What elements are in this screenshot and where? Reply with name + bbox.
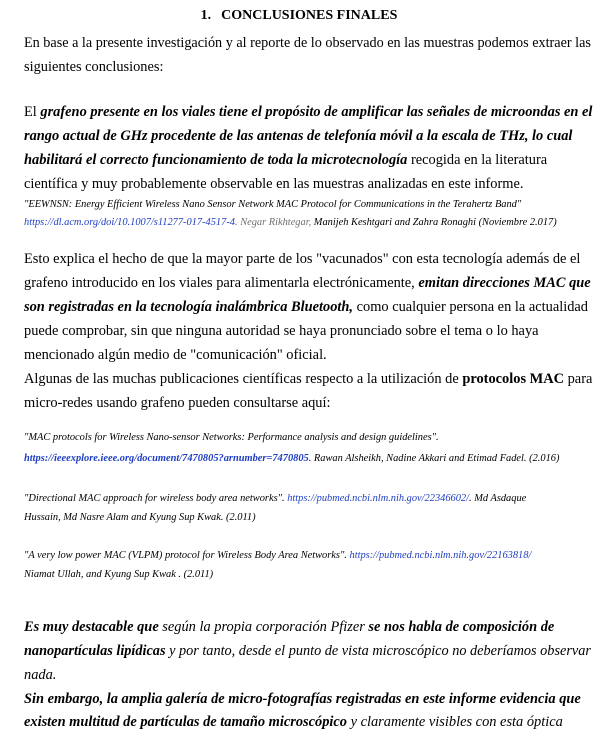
p4-emphasis: se nos habla de composición de [368, 619, 555, 635]
intro-line-1: En base a la presente investigación y al reporte de lo observado en las muestras podemos extraer las [24, 35, 591, 51]
p4-emphasis: nanopartículas lipídicas [24, 643, 166, 659]
p4-text: y por tanto, desde el punto de vista microscópico no deberíamos observar [165, 643, 591, 659]
p1-text: El [24, 104, 41, 120]
p2-line-1: Esto explica el hecho de que la mayor parte de los "vacunados" con esta tecnología además de el [24, 251, 581, 267]
p1-emphasis: habilitará el correcto funcionamiento de toda la microtecnología [24, 152, 408, 168]
p4-line-5 [24, 713, 594, 731]
p2-text: grafeno introducido en los viales para alimentarla electrónicamente, [24, 275, 419, 291]
p1-text: recogida en la literatura [407, 152, 548, 168]
p4-line-4: Sin embargo, la amplia galería de micro-fotografías registradas en este informe evidencia que [24, 691, 581, 707]
p1-emphasis: grafeno presente en los viales tiene el propósito de amplificar las señales de microondas en el [40, 104, 593, 120]
p1-line-3 [24, 151, 594, 169]
p2-line-2 [24, 274, 594, 292]
ref3-authors-line: Hussain, Md Nasre Alam and Kyung Sup Kwak. (2.011) [24, 512, 256, 523]
ref3-link[interactable]: https://pubmed.ncbi.nlm.nih.gov/22346602/ [287, 493, 470, 504]
ref3-authors: . Md Asdaque [469, 493, 527, 504]
ref1-citation [24, 216, 594, 230]
p3-line-2: micro-redes usando grafeno pueden consultarse aquí: [24, 395, 331, 411]
ref1-separator: . [234, 217, 241, 228]
ref2-title: "MAC protocols for Wireless Nano-sensor Networks: Performance analysis and design guidelines". [24, 432, 439, 443]
p4-text: y claramente visibles con esta óptica [347, 714, 563, 730]
p2-line-4: puede comprobar, sin que ninguna autoridad se haya pronunciado sobre el tema o lo haya [24, 323, 539, 339]
ref1-authors: Manijeh Keshtgari and Zahra Ronaghi (Noviembre 2.017) [311, 217, 557, 228]
p4-text: según la propia corporación Pfizer [158, 619, 369, 635]
p2-line-5: mencionado algún medio de "comunicación" oficial. [24, 347, 327, 363]
p3-emphasis: protocolos MAC [462, 371, 565, 387]
p4-line-2 [24, 642, 594, 660]
ref1-title: "EEWNSN: Energy Efficient Wireless Nano Sensor Network MAC Protocol for Communications in the Terahertz Band" [24, 199, 522, 210]
ref2-authors: . Rawan Alsheikh, Nadine Akkari and Etimad Fadel. (2.016) [308, 453, 560, 464]
ref4-link[interactable]: https://pubmed.ncbi.nlm.nih.gov/22163818/ [349, 550, 532, 561]
p4-line-1 [24, 618, 594, 636]
ref2-link[interactable]: https://ieeexplore.ieee.org/document/7470805?arnumber=7470805 [24, 453, 309, 464]
p3-text: para [564, 371, 593, 387]
p1-line-1 [24, 103, 594, 121]
p2-text: como cualquier persona en la actualidad [353, 299, 588, 315]
p1-line-4: científica y muy probablemente observable en las muestras analizadas en este informe. [24, 176, 524, 192]
p2-emphasis: son registradas en la tecnología inalámbrica Bluetooth, [24, 299, 354, 315]
p4-line-3: nada. [24, 667, 57, 683]
ref4-title: "A very low power MAC (VLPM) protocol for Wireless Body Area Networks". [24, 550, 350, 561]
intro-line-2: siguientes conclusiones: [24, 59, 164, 75]
p2-emphasis: emitan direcciones MAC que [418, 275, 591, 291]
section-heading [0, 7, 598, 25]
p4-emphasis: Es muy destacable que [24, 619, 159, 635]
ref3-title: "Directional MAC approach for wireless body area networks". [24, 493, 288, 504]
ref4-authors: Niamat Ullah, and Kyung Sup Kwak . (2.011) [24, 569, 214, 580]
p4-emphasis: existen multitud de partículas de tamaño microscópico [24, 714, 347, 730]
section-number: 1. [200, 8, 212, 23]
ref1-author: Negar Rikhtegar, [240, 217, 312, 228]
p2-line-3 [24, 298, 594, 316]
p3-line-1 [24, 370, 594, 388]
p1-line-2: rango actual de GHz procedente de las antenas de telefonía móvil a la escala de THz, lo cual [24, 128, 573, 144]
ref1-link[interactable]: https://dl.acm.org/doi/10.1007/s11277-017-4517-4 [24, 217, 235, 228]
p3-text: Algunas de las muchas publicaciones científicas respecto a la utilización de [24, 371, 463, 387]
ref2-citation [24, 452, 594, 466]
ref3-citation [24, 492, 594, 506]
section-title: CONCLUSIONES FINALES [221, 8, 398, 23]
ref4-citation [24, 549, 594, 563]
